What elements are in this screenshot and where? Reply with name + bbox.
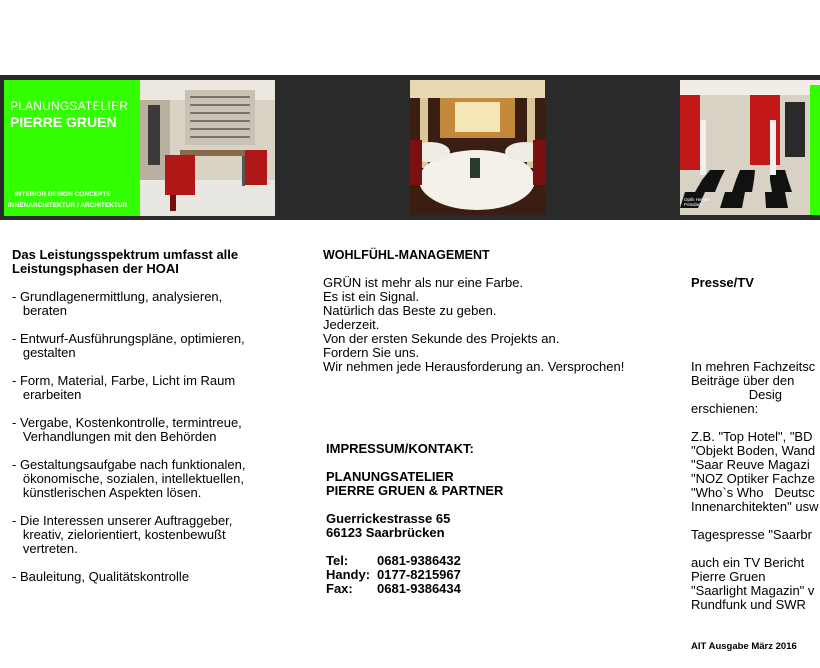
management-line: Fordern Sie uns. <box>323 345 420 360</box>
company-name-line-2: PIERRE GRUEN & PARTNER <box>326 483 504 498</box>
press-line: Z.B. "Top Hotel", "BD <box>691 429 813 444</box>
company-name-line-1: PLANUNGSATELIER <box>326 469 454 484</box>
service-item-line: gestalten <box>12 345 76 360</box>
service-item-line: - Bauleitung, Qualitätskontrolle <box>12 569 190 584</box>
management-line: Jederzeit. <box>323 317 380 332</box>
management-line: GRÜN ist mehr als nur eine Farbe. <box>323 275 524 290</box>
press-line <box>691 416 820 430</box>
logo-line-1: PLANUNGSATELIER <box>10 99 129 113</box>
press-line <box>691 542 820 556</box>
service-item-line: künstlerischen Aspekten lösen. <box>12 485 202 500</box>
press-line: "NOZ Optiker Fachze <box>691 471 815 486</box>
press-line: In mehren Fachzeitsc <box>691 359 816 374</box>
services-list <box>12 276 302 584</box>
interior-photo-1 <box>140 80 275 216</box>
header-banner <box>0 75 820 220</box>
service-item-line: kreativ, zielorientiert, kostenbewußt <box>12 527 226 542</box>
tel-label: Tel: <box>326 553 349 568</box>
service-item-line: - Form, Material, Farbe, Licht im Raum <box>12 373 236 388</box>
service-item-line: - Die Interessen unserer Auftraggeber, <box>12 513 233 528</box>
press-line: auch ein TV Bericht <box>691 555 805 570</box>
company-logo[interactable] <box>4 80 140 216</box>
handy-label: Handy: <box>326 567 371 582</box>
tel-number[interactable]: 0681-9386432 <box>377 553 461 568</box>
fax-row <box>326 582 626 596</box>
press-note: AIT Ausgabe März 2016 <box>691 641 797 652</box>
press-line: Desig <box>691 387 783 402</box>
management-line: Von der ersten Sekunde des Projekts an. <box>323 331 560 346</box>
management-heading: WOHLFÜHL-MANAGEMENT <box>323 248 490 262</box>
service-item-line: - Gestaltungsaufgabe nach funktionalen, <box>12 457 246 472</box>
press-column <box>691 248 820 668</box>
service-item-line: ökonomische, sozialen, intellektuellen, <box>12 471 244 486</box>
services-heading-line-1: Das Leistungsspektrum umfasst alle <box>12 247 239 262</box>
services-column <box>12 248 302 584</box>
address-city: 66123 Saarbrücken <box>326 525 445 540</box>
press-line: erschienen: <box>691 401 759 416</box>
press-line: "Who`s Who Deutsc <box>691 485 815 500</box>
press-line: Pierre Gruen <box>691 569 766 584</box>
logo-line-3: INTERIOR DESIGN CONCEPTE <box>15 191 111 198</box>
service-item-line: vertreten. <box>12 541 78 556</box>
press-heading: Presse/TV <box>691 275 754 290</box>
tel-row <box>326 554 626 568</box>
handy-number[interactable]: 0177-8215967 <box>377 567 461 582</box>
press-line: "Objekt Boden, Wand <box>691 443 816 458</box>
press-line: Beiträge über den <box>691 373 795 388</box>
handy-row <box>326 568 626 582</box>
press-line <box>691 514 820 528</box>
press-line: "Saarlight Magazin" v <box>691 583 815 598</box>
management-line: Natürlich das Beste zu geben. <box>323 303 497 318</box>
fax-number: 0681-9386434 <box>377 581 461 596</box>
press-line: Innenarchitekten" usw <box>691 499 819 514</box>
management-text <box>323 276 668 374</box>
logo-line-4: INNENARCHITEKTUR / ARCHITEKTUR <box>8 202 128 209</box>
service-item-line: - Grundlagenermittlung, analysieren, <box>12 289 223 304</box>
management-column <box>323 248 668 374</box>
management-line: Wir nehmen jede Herausforderung an. Versprochen! <box>323 359 625 374</box>
impressum-block <box>326 442 626 596</box>
press-line: Tagespresse "Saarbr <box>691 527 812 542</box>
address-street: Guerrickestrasse 65 <box>326 511 451 526</box>
service-item-line: erarbeiten <box>12 387 82 402</box>
press-text <box>691 360 820 612</box>
interior-photo-3 <box>680 80 820 215</box>
services-heading-line-2: Leistungsphasen der HOAI <box>12 261 179 276</box>
service-item-line: beraten <box>12 303 67 318</box>
service-item-line: - Vergabe, Kostenkontrolle, termintreue, <box>12 415 242 430</box>
service-item-line: Verhandlungen mit den Behörden <box>12 429 217 444</box>
logo-line-2: PIERRE GRUEN <box>10 114 117 130</box>
management-line: Es ist ein Signal. <box>323 289 420 304</box>
press-line: Rundfunk und SWR <box>691 597 806 612</box>
impressum-heading: IMPRESSUM/KONTAKT: <box>326 441 474 456</box>
fax-label: Fax: <box>326 581 353 596</box>
photo-caption: Optik Heinen Potsdam <box>684 197 711 207</box>
service-item-line: - Entwurf-Ausführungspläne, optimieren, <box>12 331 245 346</box>
interior-photo-2 <box>410 80 545 215</box>
press-line: "Saar Reuve Magazi <box>691 457 810 472</box>
